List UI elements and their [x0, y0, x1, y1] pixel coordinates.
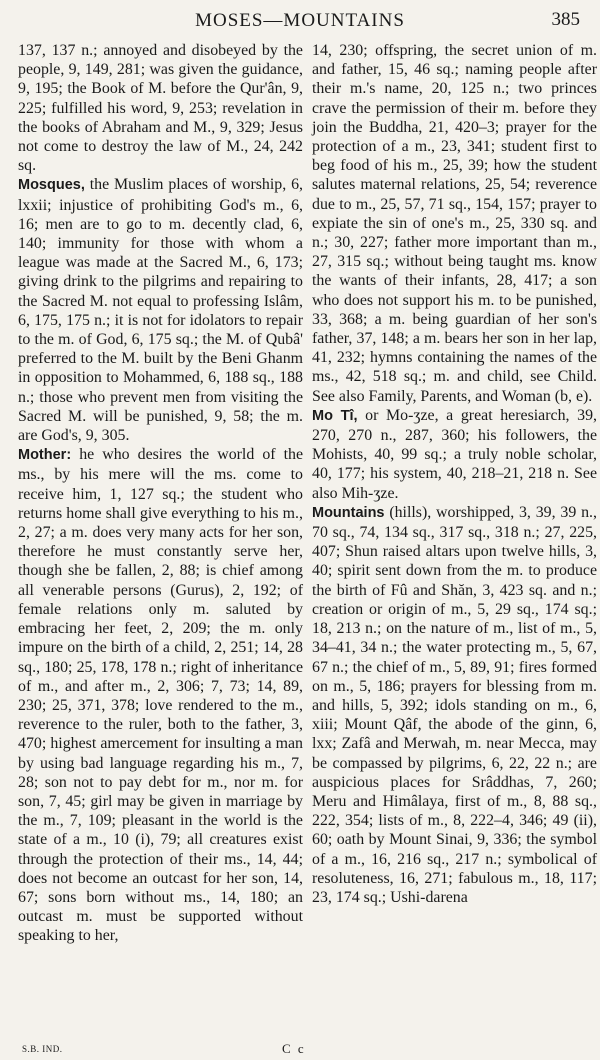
running-head: MOSES—MOUNTAINS: [195, 10, 405, 31]
entry-moses-continued: 137, 137 n.; annoyed and disobeyed by the people, 9, 149, 281; was given the guidance, 9, 195; the Book of M. before the Qur'ân, 9, 225; fulfilled his word, 9, 253; revelation in the books of Abraham and M., 9, 329; Jesus not come to destroy the law of M., 24, 242 sq.: [18, 42, 303, 175]
right-column: [312, 41, 597, 907]
entry-mother-text: he who desires the world of the ms., by his mere will the ms. come to receive him, 1, 127 sq.; the student who returns home shall give everything to his m., 2, 27; a m. does very many acts for her son, therefore he must constantly serve her, though she be fallen, 2, 88; is chief among all venerable persons (Gurus), 2, 192; of female relations only m. saluted by embracing her feet, 2, 209; the m. only impure on the birth of a child, 2, 251; 14, 28 sq., 180; 25, 178, 178 n.; right of inheritance of m., and after m., 2, 306; 7, 73; 14, 89, 230; 25, 371, 378; love rendered to the m., reverence to the ruler, both to the father, 3, 470; highest amercement for insulting a man by using bad language regarding his m., 7, 28; son not to pay debt for m., nor m. for son, 7, 45; girl may be given in marriage by the m., 7, 109; pleasant in the world is the state of a m., 10 (i), 79; all creatures exist through the protection of their ms., 14, 44; does not become an outcast for her son, 14, 67; sons born without ms., 14, 180; an outcast m. must be supported without speaking to her,: [18, 446, 303, 945]
signature-mark: S.B. IND.: [22, 1044, 63, 1054]
entry-mother: [18, 445, 303, 945]
entry-mosques: [18, 175, 303, 445]
page-header: [0, 10, 600, 34]
entry-mosques-text: the Muslim places of worship, 6, lxxii; injustice of prohibiting God's m., 6, 16; men are to go to m. decently clad, 6, 140; immunity for those with whom a league was made at the Sacred M., 6, 173; giving drink to the pilgrims and repairing to the Sacred M. not equal to professing Islâm, 6, 175, 175 n.; it is not for idolators to repair to the m. of God, 6, 175 sq.; the M. of Qubâ' preferred to the M. built by the Beni Ghanm in opposition to Mohammed, 6, 188 sq., 188 n.; those who prevent men from visiting the Sacred M. will be punished, 9, 58; the m. are God's, 9, 305.: [18, 176, 303, 445]
gathering-mark: C c: [282, 1041, 306, 1056]
headword-mother: Mother:: [18, 447, 72, 464]
page-footer: [0, 1042, 600, 1058]
entry-mountains-text: (hills), worshipped, 3, 39, 39 n., 70 sq., 74, 134 sq., 317 sq., 318 n.; 27, 225, 407; Shun raised altars upon twelve hills, 3, 40; spirit sent down from the m. to produce the birth of Fû and Shăn, 3, 423 sq. and n.; creation or origin of m., 5, 29 sq., 174 sq.; 18, 213 n.; on the nature of m., list of m., 5, 34–41, 34 n.; the water protecting m., 5, 67, 67 n.; the chief of m., 5, 89, 91; fires formed on m., 5, 186; prayers for blessing from m. and hills, 5, 392; idols standing on m., 6, xiii; Mount Qâf, the abode of the ginn, 6, lxx; Zafâ and Merwah, m. near Mecca, may be compassed by pilgrims, 6, 22, 22 n.; are auspicious places for Srâddhas, 7, 260; Meru and Himâlaya, first of m., 8, 88 sq., 222, 354; lists of m., 8, 222–4, 346; 49 (ii), 60; oath by Mount Sinai, 9, 336; the symbol of a m., 16, 216 sq., 217 n.; symbolical of resoluteness, 16, 271; fabulous m., 18, 117; 23, 174 sq.; Ushi-darena: [312, 503, 597, 906]
page-number: 385: [551, 9, 580, 30]
entry-mo-ti: [312, 406, 597, 503]
entry-mo-ti-text: or Mo-ʒze, a great heresiarch, 39, 270, 270 n., 287, 360; his followers, the Mohists, 40, 99 sq.; a truly noble scholar, 40, 177; his system, 40, 218–21, 218 n. See also Mih-ʒze.: [312, 406, 597, 502]
entry-mountains: [312, 503, 597, 907]
entry-mother-continued: 14, 230; offspring, the secret union of m. and father, 15, 46 sq.; naming people after their m.'s name, 20, 125 n.; two princes crave the permission of their m. before they join the Buddha, 21, 420–3; prayer for the protection of a m., 23, 341; student first to beg food of his m., 25, 39; how the student salutes maternal relations, 25, 54; reverence due to m., 25, 57, 71 sq., 154, 157; prayer to expiate the sin of one's m., 25, 330 sq. and n.; 30, 227; father more important than m., 27, 315 sq.; without being taught ms. know the wants of their infants, 28, 417; a son who does not support his m. to be punished, 33, 368; a m. being guardian of her son's father, 37, 148; a m. bears her son in her lap, 41, 232; hymns containing the names of the ms., 42, 518 sq.; m. and child, see Child. See also Family, Parents, and Woman (b, e).: [312, 42, 597, 405]
headword-mosques: Mosques,: [18, 177, 85, 194]
headword-mo-ti: Mo Tî,: [312, 407, 358, 424]
headword-mountains: Mountains: [312, 504, 385, 521]
left-column: [18, 41, 303, 946]
